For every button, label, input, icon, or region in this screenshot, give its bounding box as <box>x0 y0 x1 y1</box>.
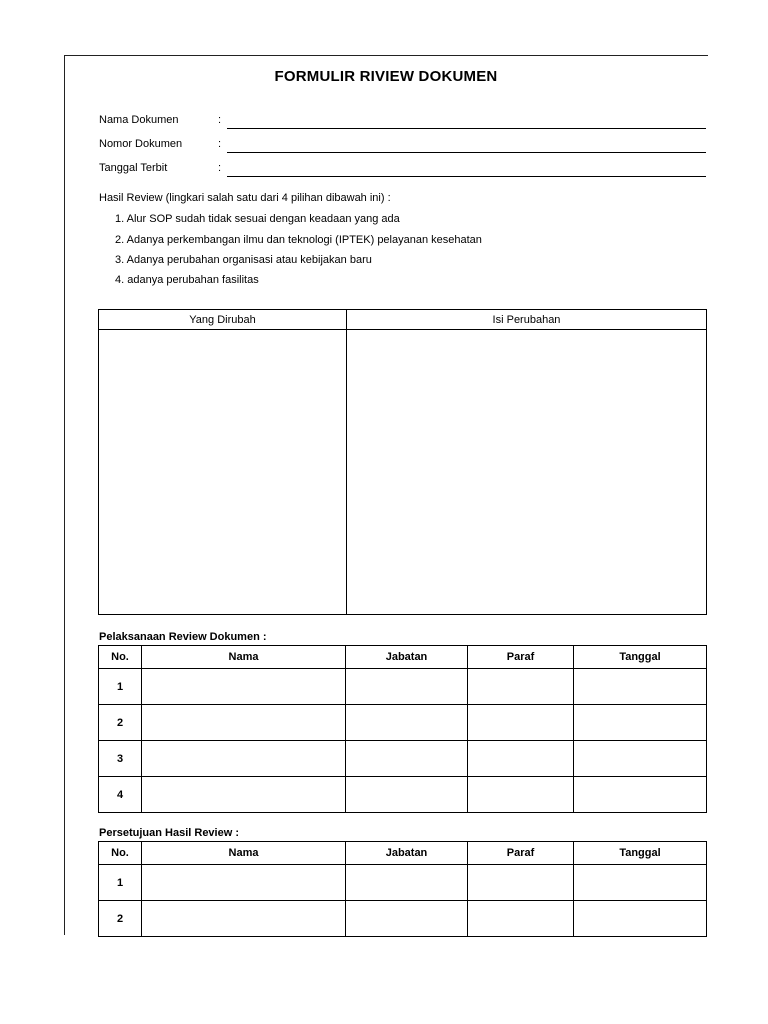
table-row <box>99 705 707 741</box>
table-header-row <box>99 842 707 865</box>
paraf-cell[interactable] <box>468 669 574 705</box>
nama-cell[interactable] <box>142 741 346 777</box>
col-tanggal: Tanggal <box>574 842 707 865</box>
nama-cell[interactable] <box>142 901 346 937</box>
col-isi-perubahan: Isi Perubahan <box>347 310 707 330</box>
table-row <box>99 669 707 705</box>
jabatan-cell[interactable] <box>346 705 468 741</box>
pelaksanaan-label: Pelaksanaan Review Dokumen : <box>99 631 267 643</box>
review-option-1[interactable]: 1. Alur SOP sudah tidak sesuai dengan keadaan yang ada <box>115 213 400 225</box>
changes-header-row <box>99 310 707 330</box>
row-number: 1 <box>99 865 142 901</box>
jabatan-cell[interactable] <box>346 865 468 901</box>
review-option-3[interactable]: 3. Adanya perubahan organisasi atau kebijakan baru <box>115 254 372 266</box>
tanggal-terbit-line[interactable] <box>227 176 706 177</box>
paraf-cell[interactable] <box>468 741 574 777</box>
row-number: 3 <box>99 741 142 777</box>
persetujuan-table <box>98 841 707 937</box>
paraf-cell[interactable] <box>468 901 574 937</box>
tanggal-cell[interactable] <box>574 705 707 741</box>
col-jabatan: Jabatan <box>346 646 468 669</box>
row-number: 4 <box>99 777 142 813</box>
nama-cell[interactable] <box>142 705 346 741</box>
paraf-cell[interactable] <box>468 705 574 741</box>
tanggal-cell[interactable] <box>574 741 707 777</box>
col-yang-dirubah: Yang Dirubah <box>99 310 347 330</box>
review-option-2[interactable]: 2. Adanya perkembangan ilmu dan teknologi (IPTEK) pelayanan kesehatan <box>115 234 482 246</box>
col-jabatan: Jabatan <box>346 842 468 865</box>
table-row <box>99 865 707 901</box>
form-title: FORMULIR RIVIEW DOKUMEN <box>274 68 498 85</box>
nama-cell[interactable] <box>142 865 346 901</box>
table-row <box>99 777 707 813</box>
table-row <box>99 901 707 937</box>
jabatan-cell[interactable] <box>346 901 468 937</box>
nama-cell[interactable] <box>142 777 346 813</box>
persetujuan-label: Persetujuan Hasil Review : <box>99 827 239 839</box>
jabatan-cell[interactable] <box>346 777 468 813</box>
row-number: 2 <box>99 901 142 937</box>
col-nama: Nama <box>142 842 346 865</box>
isi-perubahan-cell[interactable] <box>347 330 707 615</box>
changes-table <box>98 309 707 615</box>
tanggal-cell[interactable] <box>574 901 707 937</box>
pelaksanaan-table <box>98 645 707 813</box>
field-label: Nama Dokumen <box>99 114 179 126</box>
changes-body-row <box>99 330 707 615</box>
col-no: No. <box>99 646 142 669</box>
field-colon: : <box>218 162 222 174</box>
paraf-cell[interactable] <box>468 777 574 813</box>
tanggal-cell[interactable] <box>574 669 707 705</box>
yang-dirubah-cell[interactable] <box>99 330 347 615</box>
field-colon: : <box>218 138 222 150</box>
field-colon: : <box>218 114 222 126</box>
col-paraf: Paraf <box>468 646 574 669</box>
jabatan-cell[interactable] <box>346 741 468 777</box>
row-number: 1 <box>99 669 142 705</box>
page-border-left <box>64 55 65 935</box>
row-number: 2 <box>99 705 142 741</box>
review-intro: Hasil Review (lingkari salah satu dari 4 pilihan dibawah ini) : <box>99 192 391 204</box>
col-no: No. <box>99 842 142 865</box>
table-header-row <box>99 646 707 669</box>
col-nama: Nama <box>142 646 346 669</box>
col-tanggal: Tanggal <box>574 646 707 669</box>
tanggal-cell[interactable] <box>574 777 707 813</box>
nama-dokumen-line[interactable] <box>227 128 706 129</box>
page-border-top <box>64 55 708 56</box>
jabatan-cell[interactable] <box>346 669 468 705</box>
field-label: Tanggal Terbit <box>99 162 168 174</box>
tanggal-cell[interactable] <box>574 865 707 901</box>
col-paraf: Paraf <box>468 842 574 865</box>
field-label: Nomor Dokumen <box>99 138 183 150</box>
review-option-4[interactable]: 4. adanya perubahan fasilitas <box>115 274 259 286</box>
nomor-dokumen-line[interactable] <box>227 152 706 153</box>
paraf-cell[interactable] <box>468 865 574 901</box>
table-row <box>99 741 707 777</box>
nama-cell[interactable] <box>142 669 346 705</box>
